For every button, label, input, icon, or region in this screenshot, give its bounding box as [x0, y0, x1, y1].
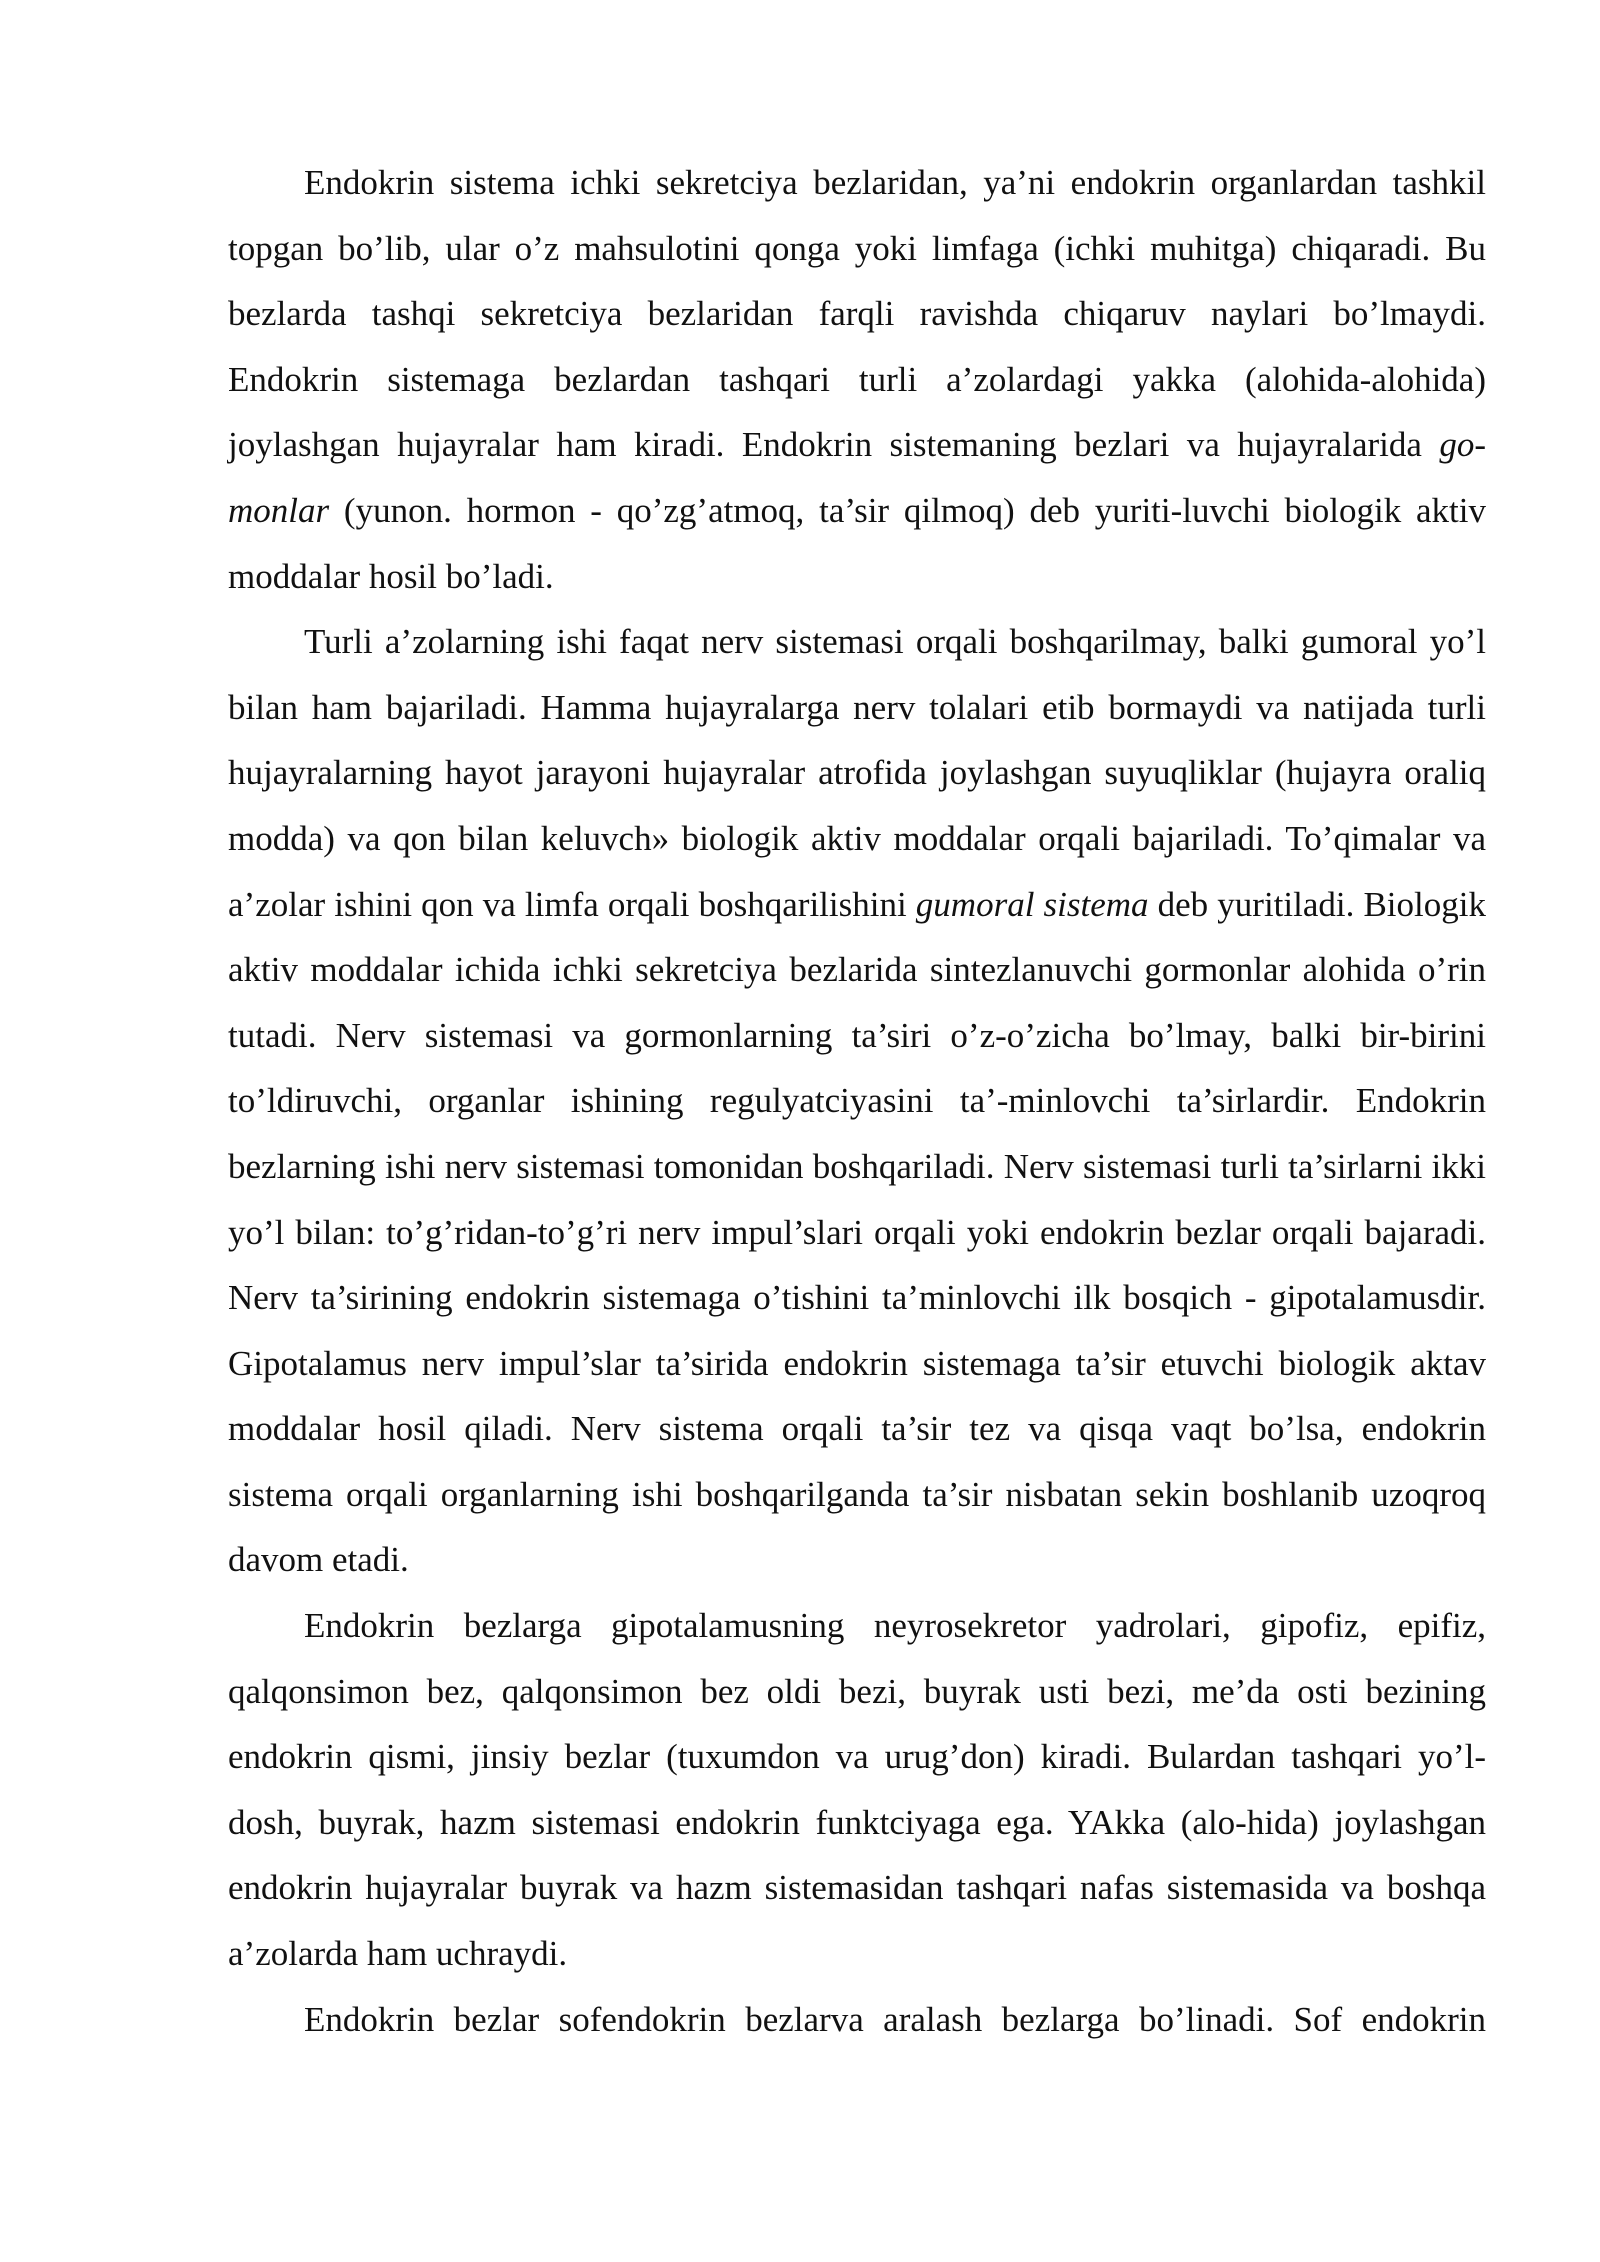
paragraph-2-text: Turli a’zolarning ishi faqat nerv sistemasi orqali boshqarilmay, balki gumoral yo’l bilan ham bajariladi. Hamma hujayralarga nerv tolalari etib bormaydi va natijada turli hujayralarning hayot jarayoni hujayralar atrofida joylashgan suyuqliklar (hujayra oraliq modda) va qon bilan keluvch» biologik aktiv moddalar orqali bajariladi. To’qimalar va a’zolar ishini qon va limfa orqali boshqarilishini [228, 622, 1486, 924]
paragraph-4 [228, 1987, 1486, 2053]
paragraph-4-text: Endokrin bezlar sofendokrin bezlarva aralash bezlarga bo’linadi. Sof endokrin [304, 1999, 1486, 2039]
paragraph-3-text: Endokrin bezlarga gipotalamusning neyrosekretor yadrolari, gipofiz, epifiz, qalqonsimon bez, qalqonsimon bez oldi bezi, buyrak usti bezi, me’da osti bezining endokrin qismi, jinsiy bezlar (tuxumdon va urug’don) kiradi. Bulardan tashqari yo’l-dosh, buyrak, hazm sistemasi endokrin funktciyaga ega. YAkka (alo-hida) joylashgan endokrin hujayralar buyrak va hazm sistemasidan tashqari nafas sistemasida va boshqa a’zolarda ham uchraydi. [228, 1606, 1486, 1974]
paragraph-1-text-end: (yunon. hormon - qo’zg’atmoq, ta’sir qilmoq) deb yuriti-luvchi biologik aktiv moddalar hosil bo’ladi. [228, 490, 1486, 596]
paragraph-3 [228, 1593, 1486, 1987]
paragraph-2 [228, 609, 1486, 1593]
document-page [228, 150, 1486, 2052]
paragraph-1 [228, 150, 1486, 609]
paragraph-1-text: Endokrin sistema ichki sekretciya bezlaridan, ya’ni endokrin organlardan tashkil topgan bo’lib, ular o’z mahsulotini qonga yoki limfaga (ichki muhitga) chiqaradi. Bu bezlarda tashqi sekretciya bezlaridan farqli ravishda chiqaruv naylari bo’lmaydi. Endokrin sistemaga bezlardan tashqari turli a’zolardagi yakka (alohida-alohida) joylashgan hujayralar ham kiradi. Endokrin sistemaning bezlari va hujayralarida [228, 163, 1486, 465]
term-gormonlar: go-monlar [228, 425, 1486, 530]
paragraph-2-text-end: deb yuritiladi. Biologik aktiv moddalar ichida ichki sekretciya bezlarida sintezlanuvchi gormonlar alohida o’rin tutadi. Nerv sistemasi va gormonlarning ta’siri o’z-o’zicha bo’lmay, balki bir-birini to’ldiruvchi, organlar ishining regulyatciyasini ta’-minlovchi ta’sirlardir. Endokrin bezlarning ishi nerv sistemasi tomonidan boshqariladi. Nerv sistemasi turli ta’sirlarni ikki yo’l bilan: to’g’ridan-to’g’ri nerv impul’slari orqali yoki endokrin bezlar orqali bajaradi. Nerv ta’sirining endokrin sistemaga o’tishini ta’minlovchi ilk bosqich - gipotalamusdir. Gipotalamus nerv impul’slar ta’sirida endokrin sistemaga ta’sir etuvchi biologik aktav moddalar hosil qiladi. Nerv sistema orqali ta’sir tez va qisqa vaqt bo’lsa, endokrin sistema orqali organlarning ishi boshqarilganda ta’sir nisbatan sekin boshlanib uzoqroq davom etadi. [228, 884, 1486, 1580]
term-gumoral-sistema: gumoral sistema [915, 884, 1149, 924]
